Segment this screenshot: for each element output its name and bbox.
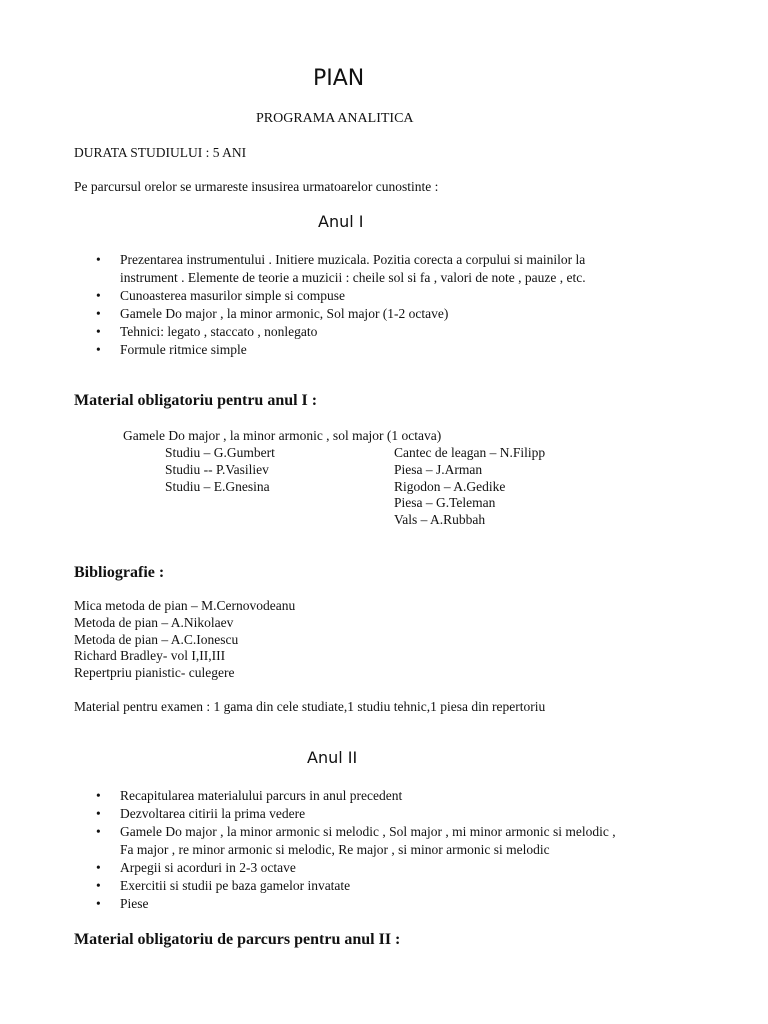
year1-material-heading: Material obligatoriu pentru anul I : — [74, 392, 318, 409]
list-item — [96, 305, 720, 323]
year1-studies-column — [165, 445, 275, 495]
intro-text: Pe parcursul orelor se urmareste insusirea urmatoarelor cunostinte : — [74, 179, 439, 194]
study-duration: DURATA STUDIULUI : 5 ANI — [74, 145, 247, 160]
list-item-text: Formule ritmice simple — [120, 342, 247, 357]
list-item — [96, 287, 720, 305]
bibliography-item: Metoda de pian – A.C.Ionescu — [74, 631, 239, 647]
study-item: Studiu – G.Gumbert — [165, 445, 275, 460]
bullet-icon: • — [96, 878, 101, 893]
bullet-icon: • — [96, 788, 101, 803]
year2-bullet-list — [96, 787, 720, 913]
year1-pieces-column — [394, 445, 545, 529]
list-item-text-line: Prezentarea instrumentului . Initiere muzicala. Pozitia corecta a corpului si mainilor la — [120, 252, 586, 267]
list-item-text-line: Gamele Do major , la minor armonic si melodic , Sol major , mi minor armonic si melodic , — [120, 824, 616, 839]
bibliography-item: Richard Bradley- vol I,II,III — [74, 648, 226, 664]
bullet-icon: • — [96, 342, 101, 357]
list-item — [96, 823, 720, 859]
list-item-text: Gamele Do major , la minor armonic, Sol major (1-2 octave) — [120, 306, 449, 321]
list-item-text: Exercitii si studii pe baza gamelor invatate — [120, 878, 351, 893]
document-subtitle: PROGRAMA ANALITICA — [256, 111, 414, 126]
list-item — [96, 341, 720, 359]
list-item — [96, 787, 720, 805]
list-item-text: Tehnici: legato , staccato , nonlegato — [120, 324, 318, 339]
study-item: Studiu – E.Gnesina — [165, 478, 270, 494]
list-item — [96, 251, 720, 287]
year1-bullet-list — [96, 251, 720, 359]
piece-item: Vals – A.Rubbah — [394, 512, 486, 528]
document-title: PIAN — [313, 66, 365, 91]
list-item — [96, 895, 720, 913]
list-item-text-line: Fa major , re minor armonic si melodic, Re major , si minor armonic si melodic — [120, 842, 550, 857]
year2-material-heading: Material obligatoriu de parcurs pentru anul II : — [74, 931, 401, 948]
list-item — [96, 323, 720, 341]
piece-item: Cantec de leagan – N.Filipp — [394, 445, 546, 460]
bibliography-item: Metoda de pian – A.Nikolaev — [74, 614, 234, 630]
piece-item: Piesa – G.Teleman — [394, 495, 496, 511]
year2-heading: Anul II — [307, 748, 358, 767]
list-item — [96, 877, 720, 895]
bullet-icon: • — [96, 252, 101, 267]
study-item: Studiu -- P.Vasiliev — [165, 461, 269, 477]
bullet-icon: • — [96, 806, 101, 821]
bullet-icon: • — [96, 896, 101, 911]
piece-item: Piesa – J.Arman — [394, 461, 483, 477]
year1-heading: Anul I — [318, 212, 364, 231]
bibliography-heading: Bibliografie : — [74, 564, 165, 581]
exam-material: Material pentru examen : 1 gama din cele studiate,1 studiu tehnic,1 piesa din repertoriu — [74, 699, 546, 714]
list-item-text: Arpegii si acorduri in 2-3 octave — [120, 860, 296, 875]
bibliography-list — [74, 598, 295, 682]
bullet-icon: • — [96, 824, 101, 839]
bibliography-item: Repertpriu pianistic- culegere — [74, 665, 235, 681]
piece-item: Rigodon – A.Gedike — [394, 478, 506, 494]
list-item-text: Cunoasterea masurilor simple si compuse — [120, 288, 345, 303]
list-item-text: Piese — [120, 896, 149, 911]
year1-scales: Gamele Do major , la minor armonic , sol major (1 octava) — [123, 428, 442, 443]
list-item-text: Dezvoltarea citirii la prima vedere — [120, 806, 306, 821]
list-item-text-line: instrument . Elemente de teorie a muzicii : cheile sol si fa , valori de note , pauze , etc. — [120, 270, 586, 285]
bullet-icon: • — [96, 288, 101, 303]
list-item-text: Recapitularea materialului parcurs in anul precedent — [120, 788, 403, 803]
bullet-icon: • — [96, 306, 101, 321]
bullet-icon: • — [96, 324, 101, 339]
list-item — [96, 805, 720, 823]
list-item — [96, 859, 720, 877]
bibliography-item: Mica metoda de pian – M.Cernovodeanu — [74, 598, 296, 613]
bullet-icon: • — [96, 860, 101, 875]
